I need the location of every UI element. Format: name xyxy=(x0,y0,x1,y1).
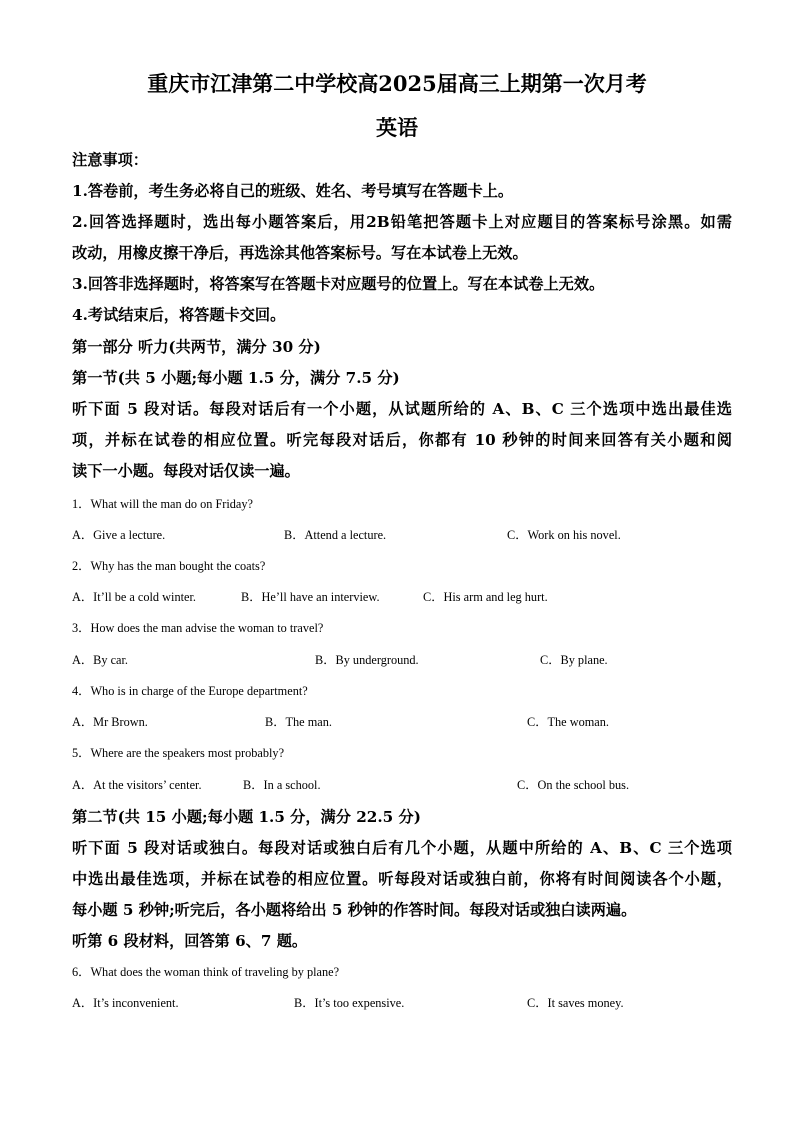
section2-instruction: 听下面 5 段对话或独白。每段对话或独白后有几个小题，从题中所给的 A、B、C 三个选项 xyxy=(72,839,732,857)
option-a: A．At the visitors’ center. xyxy=(72,778,202,792)
option-c: C．On the school bus. xyxy=(517,778,630,792)
question-stem: 1．What will the man do on Friday? xyxy=(72,497,254,511)
note-item: 4.考试结束后，将答题卡交回。 xyxy=(72,306,286,324)
option-b: B．Attend a lecture. xyxy=(284,528,387,542)
section1-heading: 第一节(共 5 小题;每小题 1.5 分，满分 7.5 分) xyxy=(72,369,400,387)
note-item: 2.回答选择题时，选出每小题答案后，用2B铅笔把答题卡上对应题目的答案标号涂黑。如需 xyxy=(72,213,732,231)
note-item: 改动，用橡皮擦干净后，再选涂其他答案标号。写在本试卷上无效。 xyxy=(72,244,528,262)
question-stem: 4．Who is in charge of the Europe department? xyxy=(72,684,308,698)
section2-instruction: 中选出最佳选项，并标在试卷的相应位置。听每段对话或独白前，你将有时间阅读各个小题， xyxy=(72,870,732,888)
option-a: A．By car. xyxy=(72,653,129,667)
option-c: C．By plane. xyxy=(540,653,608,667)
option-c: C．Work on his novel. xyxy=(507,528,621,542)
question-stem: 5．Where are the speakers most probably? xyxy=(72,746,285,760)
option-c: C．His arm and leg hurt. xyxy=(423,590,548,604)
question-stem: 6．What does the woman think of traveling by plane? xyxy=(72,965,340,979)
section1-instruction: 读下一小题。每段对话仅读一遍。 xyxy=(72,462,300,480)
option-a: A．It’s inconvenient. xyxy=(72,996,179,1010)
option-b: B．The man. xyxy=(265,715,332,729)
option-c: C．The woman. xyxy=(527,715,609,729)
option-b: B．He’ll have an interview. xyxy=(241,590,380,604)
option-c: C．It saves money. xyxy=(527,996,624,1010)
question-stem: 3．How does the man advise the woman to travel? xyxy=(72,621,324,635)
exam-title: 重庆市江津第二中学校高2025届高三上期第一次月考 xyxy=(147,71,647,96)
option-b: B．By underground. xyxy=(315,653,419,667)
note-item: 1.答卷前，考生务必将自己的班级、姓名、考号填写在答题卡上。 xyxy=(72,182,514,200)
exam-subject: 英语 xyxy=(376,115,418,140)
option-a: A．It’ll be a cold winter. xyxy=(72,590,196,604)
option-a: A．Mr Brown. xyxy=(72,715,148,729)
notes-heading: 注意事项： xyxy=(72,151,148,169)
part1-heading: 第一部分 听力(共两节，满分 30 分) xyxy=(72,338,321,356)
section2-instruction: 每小题 5 秒钟;听完后，各小题将给出 5 秒钟的作答时间。每段对话或独白读两遍。 xyxy=(72,901,637,919)
section1-instruction: 听下面 5 段对话。每段对话后有一个小题，从试题所给的 A、B、C 三个选项中选出最佳选 xyxy=(72,400,732,418)
section2-heading: 第二节(共 15 小题;每小题 1.5 分，满分 22.5 分) xyxy=(72,808,421,826)
option-b: B．It’s too expensive. xyxy=(294,996,405,1010)
material-instruction: 听第 6 段材料，回答第 6、7 题。 xyxy=(72,932,308,950)
question-stem: 2．Why has the man bought the coats? xyxy=(72,559,266,573)
option-b: B．In a school. xyxy=(243,778,321,792)
note-item: 3.回答非选择题时，将答案写在答题卡对应题号的位置上。写在本试卷上无效。 xyxy=(72,275,605,293)
section1-instruction: 项，并标在试卷的相应位置。听完每段对话后，你都有 10 秒钟的时间来回答有关小题和阅 xyxy=(72,431,732,449)
option-a: A．Give a lecture. xyxy=(72,528,166,542)
